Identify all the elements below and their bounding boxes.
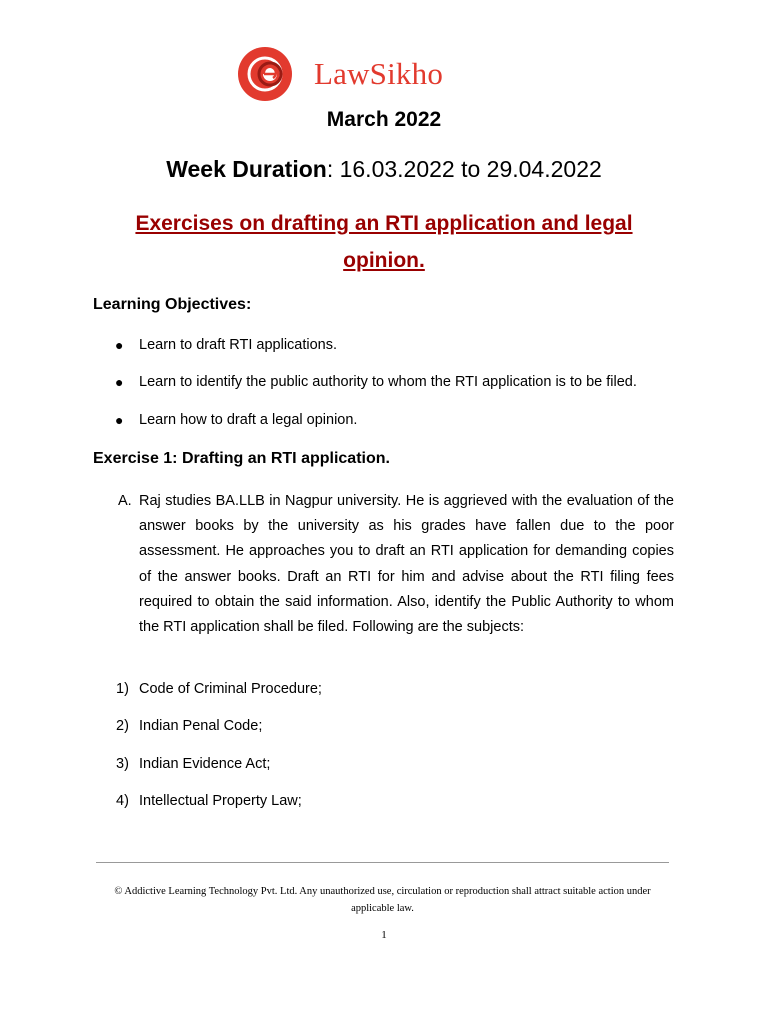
- subject-item: [116, 718, 262, 734]
- subject-text: Code of Criminal Procedure;: [139, 681, 322, 697]
- objective-text: Learn to draft RTI applications.: [139, 337, 338, 353]
- bullet-icon: ●: [115, 374, 124, 390]
- subject-item: [116, 793, 302, 809]
- objective-item: [115, 337, 337, 353]
- subject-item: [116, 756, 270, 772]
- objective-item: [115, 412, 357, 428]
- month-heading: March 2022: [326, 108, 442, 131]
- document-title: [96, 205, 672, 279]
- document-title-line1: Exercises on drafting an RTI application and legal: [135, 212, 633, 235]
- subject-text: Indian Evidence Act;: [139, 756, 271, 772]
- lawsikho-logo-icon: [237, 46, 293, 102]
- paragraph-label: A.: [118, 493, 132, 509]
- subject-number: 2): [116, 718, 129, 734]
- week-duration: [0, 156, 768, 183]
- subject-number: 1): [116, 681, 129, 697]
- lawsikho-logo: [237, 44, 443, 104]
- objective-text: Learn how to draft a legal opinion.: [139, 412, 358, 428]
- document-title-line2: opinion.: [343, 249, 425, 272]
- bullet-icon: ●: [115, 337, 124, 353]
- week-duration-label: Week Duration: [166, 156, 327, 182]
- subject-number: 3): [116, 756, 129, 772]
- objective-item: [115, 374, 637, 390]
- subject-text: Intellectual Property Law;: [139, 793, 302, 809]
- week-duration-value: : 16.03.2022 to 29.04.2022: [326, 156, 602, 182]
- learning-objectives-heading: Learning Objectives:: [93, 296, 252, 313]
- exercise-1-paragraph: [118, 489, 674, 640]
- subject-item: [116, 681, 322, 697]
- footer-divider: [96, 862, 669, 863]
- paragraph-text: Raj studies BA.LLB in Nagpur university. He is aggrieved with the evaluation of the answer books by the university as his grades have fallen due to the poor assessment. He approaches you to draft an RTI application for demanding copies of the answer books. Draft an RTI for him and advise about the RTI filing fees required to obtain the said information. Also, identify the Public Authority to whom the RTI application shall be filed. Following are the subjects:: [139, 493, 674, 636]
- page-number: 1: [381, 929, 387, 941]
- exercise-1-heading: Exercise 1: Drafting an RTI application.: [93, 450, 390, 467]
- brand-name: LawSikho: [314, 56, 444, 91]
- subject-text: Indian Penal Code;: [139, 718, 263, 734]
- copyright-notice: © Addictive Learning Technology Pvt. Ltd. Any unauthorized use, circulation or reproduction shall attract suitable action under applicable law.: [114, 886, 651, 914]
- bullet-icon: ●: [115, 412, 124, 428]
- subject-number: 4): [116, 793, 129, 809]
- objective-text: Learn to identify the public authority to whom the RTI application is to be filed.: [139, 374, 637, 390]
